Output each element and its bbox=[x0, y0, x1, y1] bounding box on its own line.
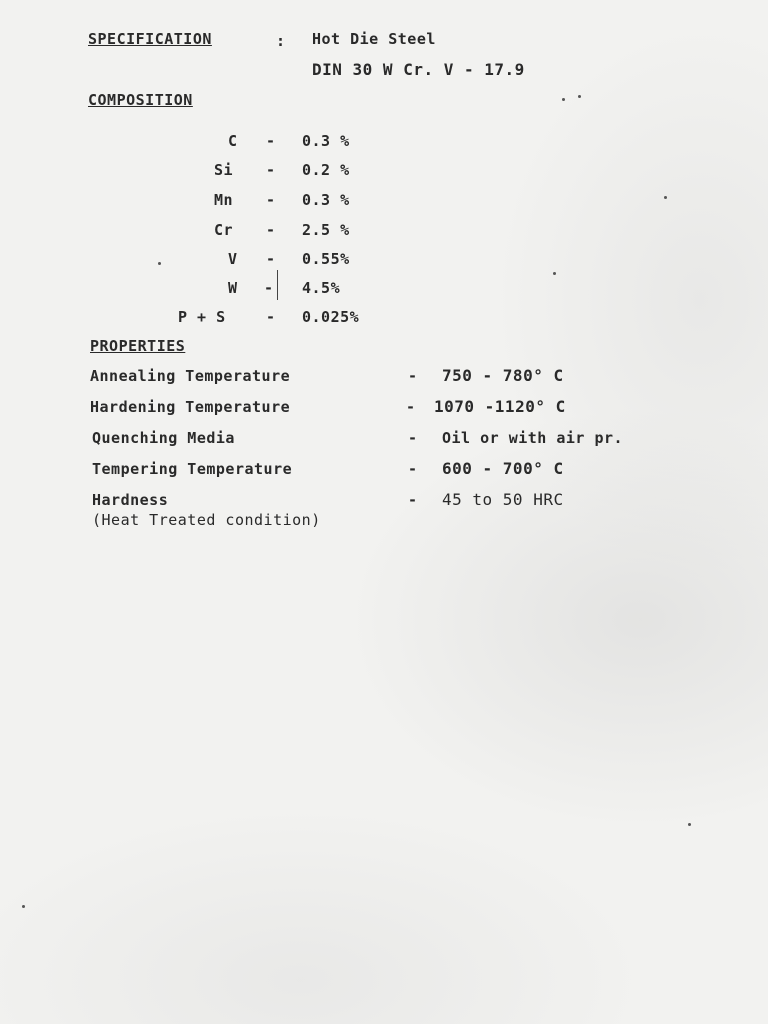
composition-separator: - bbox=[266, 308, 276, 326]
composition-element: C bbox=[228, 132, 238, 150]
composition-separator: - bbox=[266, 132, 276, 150]
spec-separator: : bbox=[276, 32, 286, 50]
composition-element: W bbox=[228, 279, 238, 297]
property-label: Annealing Temperature bbox=[90, 367, 291, 385]
properties-title: PROPERTIES bbox=[90, 337, 186, 355]
property-separator: - bbox=[408, 491, 418, 509]
composition-value: 0.2 % bbox=[302, 161, 350, 179]
property-separator: - bbox=[408, 367, 418, 385]
speck bbox=[22, 905, 25, 908]
composition-separator: - bbox=[266, 250, 276, 268]
spec-value-line-1: Hot Die Steel bbox=[312, 30, 436, 48]
speck bbox=[158, 262, 161, 265]
composition-element: V bbox=[228, 250, 238, 268]
property-separator: - bbox=[408, 429, 418, 447]
composition-value: 0.3 % bbox=[302, 191, 350, 209]
composition-title: COMPOSITION bbox=[88, 91, 193, 109]
speck bbox=[664, 196, 667, 199]
property-value: 45 to 50 HRC bbox=[442, 490, 564, 509]
composition-separator: - bbox=[266, 191, 276, 209]
speck bbox=[553, 272, 556, 275]
property-label: Hardness bbox=[92, 491, 169, 509]
hardness-note: (Heat Treated condition) bbox=[92, 511, 321, 529]
property-label: Hardening Temperature bbox=[90, 398, 291, 416]
property-value: 600 - 700° C bbox=[442, 459, 564, 478]
property-value: 750 - 780° C bbox=[442, 366, 564, 385]
composition-element: P + S bbox=[178, 308, 226, 326]
composition-value: 0.55% bbox=[302, 250, 350, 268]
composition-separator: - bbox=[266, 161, 276, 179]
composition-separator: - bbox=[264, 279, 274, 297]
property-separator: - bbox=[408, 460, 418, 478]
composition-value: 0.025% bbox=[302, 308, 360, 326]
speck bbox=[578, 95, 581, 98]
property-label: Quenching Media bbox=[92, 429, 235, 447]
property-separator: - bbox=[406, 398, 416, 416]
composition-element: Si bbox=[214, 161, 234, 179]
composition-value: 0.3 % bbox=[302, 132, 350, 150]
speck bbox=[562, 98, 565, 101]
spec-label: SPECIFICATION bbox=[88, 30, 212, 48]
property-label: Tempering Temperature bbox=[92, 460, 293, 478]
speck bbox=[688, 823, 691, 826]
composition-element: Mn bbox=[214, 191, 234, 209]
composition-separator: - bbox=[266, 221, 276, 239]
spec-value-line-2: DIN 30 W Cr. V - 17.9 bbox=[312, 60, 525, 79]
property-value: Oil or with air pr. bbox=[442, 429, 624, 447]
property-value: 1070 -1120° C bbox=[434, 397, 566, 416]
bracket-mark bbox=[277, 270, 278, 300]
composition-value: 4.5% bbox=[302, 279, 341, 297]
composition-value: 2.5 % bbox=[302, 221, 350, 239]
composition-element: Cr bbox=[214, 221, 234, 239]
